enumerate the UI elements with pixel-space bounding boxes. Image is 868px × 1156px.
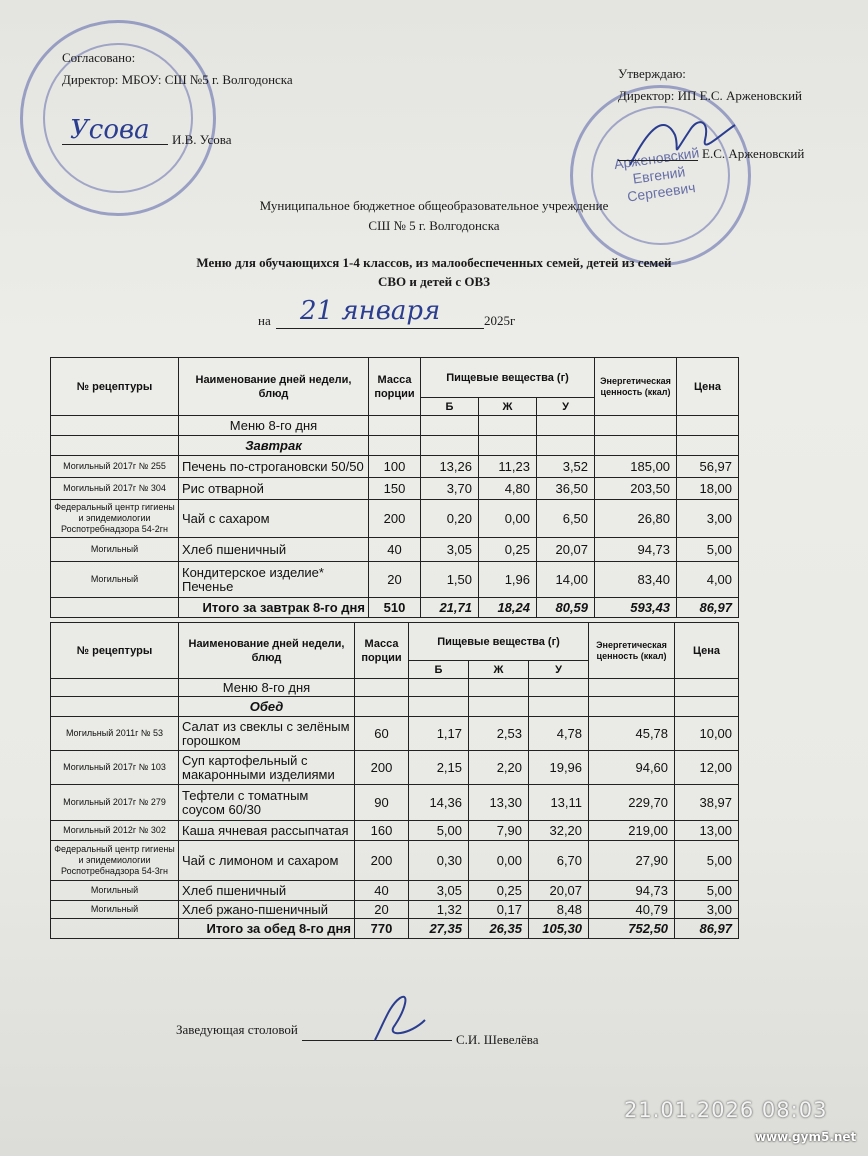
footer-handwritten-signature: [355, 990, 435, 1050]
lunch-day-row: [51, 679, 739, 697]
day-label: Меню 8-го дня: [179, 679, 355, 697]
dish-energy: 27,90: [589, 841, 675, 881]
total-energy: 593,43: [595, 598, 677, 618]
col-price: Цена: [675, 623, 739, 679]
dish-energy: 185,00: [595, 456, 677, 478]
dish-fat: 0,00: [469, 841, 529, 881]
col-zh: Ж: [469, 661, 529, 679]
total-protein: 21,71: [421, 598, 479, 618]
date-prefix: на: [258, 313, 271, 328]
dish-energy: 94,73: [595, 538, 677, 562]
dish-price: 38,97: [675, 785, 739, 821]
dish-carbs: 8,48: [529, 901, 589, 919]
dish-carbs: 6,70: [529, 841, 589, 881]
menu-title-line1: Меню для обучающихся 1-4 классов, из малообеспеченных семей, детей из семей: [196, 255, 672, 270]
table-row: [51, 717, 739, 751]
dish-fat: 7,90: [469, 821, 529, 841]
dish-fat: 0,25: [479, 538, 537, 562]
footer-label: Заведующая столовой: [176, 1022, 298, 1037]
dish-price: 56,97: [677, 456, 739, 478]
total-energy: 752,50: [589, 919, 675, 939]
dish-price: 5,00: [675, 841, 739, 881]
left-handwritten-signature: Усова: [70, 115, 150, 145]
col-name: Наименование дней недели, блюд: [179, 358, 369, 416]
recipe-code: Могильный: [51, 538, 179, 562]
dish-energy: 45,78: [589, 717, 675, 751]
dish-carbs: 6,50: [537, 500, 595, 538]
dish-price: 5,00: [677, 538, 739, 562]
breakfast-header-row: [51, 358, 739, 398]
recipe-code: Могильный: [51, 562, 179, 598]
total-protein: 27,35: [409, 919, 469, 939]
dish-mass: 200: [369, 500, 421, 538]
date-underline: [276, 328, 484, 329]
dish-carbs: 4,78: [529, 717, 589, 751]
table-row: [51, 478, 739, 500]
dish-carbs: 32,20: [529, 821, 589, 841]
col-nutrients: Пищевые вещества (г): [409, 623, 589, 661]
stamp-center-text: Арженовский Евгений Сергеевич: [612, 144, 701, 205]
dish-protein: 13,26: [421, 456, 479, 478]
recipe-code: Могильный 2017г № 255: [51, 456, 179, 478]
menu-title-line2: СВО и детей с ОВЗ: [377, 274, 491, 289]
dish-price: 10,00: [675, 717, 739, 751]
dish-mass: 100: [369, 456, 421, 478]
dish-name: Хлеб пшеничный: [179, 538, 369, 562]
dish-name: Тефтели с томатным соусом 60/30: [179, 785, 355, 821]
col-u: У: [529, 661, 589, 679]
table-row: [51, 538, 739, 562]
col-recipe: № рецептуры: [51, 623, 179, 679]
table-row: [51, 562, 739, 598]
approval-right-position: Директор: ИП Е.С. Арженовский: [618, 88, 802, 103]
dish-energy: 203,50: [595, 478, 677, 500]
dish-protein: 2,15: [409, 751, 469, 785]
dish-protein: 3,70: [421, 478, 479, 500]
dish-mass: 20: [355, 901, 409, 919]
lunch-table: [50, 622, 739, 939]
dish-carbs: 13,11: [529, 785, 589, 821]
col-nutrients: Пищевые вещества (г): [421, 358, 595, 398]
dish-name: Чай с сахаром: [179, 500, 369, 538]
dish-carbs: 36,50: [537, 478, 595, 500]
table-row: [51, 456, 739, 478]
recipe-code: Могильный 2012г № 302: [51, 821, 179, 841]
col-price: Цена: [677, 358, 739, 416]
dish-mass: 90: [355, 785, 409, 821]
dish-energy: 40,79: [589, 901, 675, 919]
approval-left-position: Директор: МБОУ: СШ №5 г. Волгодонска: [62, 72, 293, 87]
org-name-line1: Муниципальное бюджетное общеобразовательное учреждение: [259, 198, 609, 213]
dish-name: Салат из свеклы с зелёным горошком: [179, 717, 355, 751]
photo-timestamp: 21.01.2026 08:03: [624, 1098, 828, 1122]
dish-fat: 0,00: [479, 500, 537, 538]
lunch-meal-row: [51, 697, 739, 717]
dish-fat: 2,53: [469, 717, 529, 751]
total-price: 86,97: [677, 598, 739, 618]
table-row: [51, 500, 739, 538]
dish-name: Печень по-строгановски 50/50: [179, 456, 369, 478]
recipe-code: Федеральный центр гигиены и эпидемиологии Роспотребнадзора 54-3гн: [51, 841, 179, 881]
dish-carbs: 19,96: [529, 751, 589, 785]
recipe-code: Могильный 2011г № 53: [51, 717, 179, 751]
dish-energy: 94,73: [589, 881, 675, 901]
approval-right-name: Е.С. Арженовский: [702, 146, 805, 161]
approval-left-title: Согласовано:: [62, 50, 136, 65]
approval-right-title: Утверждаю:: [618, 66, 686, 81]
dish-name: Каша ячневая рассыпчатая: [179, 821, 355, 841]
recipe-code: Могильный 2017г № 304: [51, 478, 179, 500]
dish-fat: 1,96: [479, 562, 537, 598]
dish-name: Чай с лимоном и сахаром: [179, 841, 355, 881]
breakfast-table: [50, 357, 739, 618]
dish-energy: 229,70: [589, 785, 675, 821]
col-mass: Масса порции: [369, 358, 421, 416]
recipe-code: Могильный 2017г № 103: [51, 751, 179, 785]
dish-name: Суп картофельный с макаронными изделиями: [179, 751, 355, 785]
dish-protein: 5,00: [409, 821, 469, 841]
dish-carbs: 20,07: [529, 881, 589, 901]
dish-name: Хлеб пшеничный: [179, 881, 355, 901]
total-mass: 510: [369, 598, 421, 618]
lunch-header-row: [51, 623, 739, 661]
dish-price: 4,00: [677, 562, 739, 598]
dish-mass: 200: [355, 751, 409, 785]
dish-energy: 94,60: [589, 751, 675, 785]
day-label: Меню 8-го дня: [179, 416, 369, 436]
total-fat: 26,35: [469, 919, 529, 939]
dish-energy: 83,40: [595, 562, 677, 598]
recipe-code: Могильный 2017г № 279: [51, 785, 179, 821]
dish-price: 18,00: [677, 478, 739, 500]
dish-price: 5,00: [675, 881, 739, 901]
dish-fat: 0,17: [469, 901, 529, 919]
meal-label: Обед: [179, 697, 355, 717]
dish-protein: 0,20: [421, 500, 479, 538]
dish-mass: 40: [369, 538, 421, 562]
dish-name: Хлеб ржано-пшеничный: [179, 901, 355, 919]
dish-protein: 0,30: [409, 841, 469, 881]
approval-right-signature-line: [618, 160, 698, 161]
approval-left-name: И.В. Усова: [172, 132, 232, 147]
dish-fat: 2,20: [469, 751, 529, 785]
dish-price: 12,00: [675, 751, 739, 785]
dish-mass: 150: [369, 478, 421, 500]
table-row: [51, 881, 739, 901]
col-u: У: [537, 398, 595, 416]
total-price: 86,97: [675, 919, 739, 939]
col-energy: Энергетическая ценность (ккал): [589, 623, 675, 679]
col-mass: Масса порции: [355, 623, 409, 679]
dish-carbs: 20,07: [537, 538, 595, 562]
dish-carbs: 14,00: [537, 562, 595, 598]
table-row: [51, 785, 739, 821]
dish-name: Рис отварной: [179, 478, 369, 500]
date-year: 2025г: [484, 313, 516, 328]
dish-mass: 60: [355, 717, 409, 751]
date-handwritten: 21 января: [300, 296, 441, 326]
dish-protein: 3,05: [409, 881, 469, 901]
breakfast-day-row: [51, 416, 739, 436]
total-fat: 18,24: [479, 598, 537, 618]
footer-name: С.И. Шевелёва: [456, 1032, 539, 1047]
dish-mass: 20: [369, 562, 421, 598]
watermark-text: www.gym5.net: [755, 1130, 857, 1144]
dish-name: Кондитерское изделие* Печенье: [179, 562, 369, 598]
lunch-total-row: [51, 919, 739, 939]
dish-protein: 14,36: [409, 785, 469, 821]
dish-mass: 200: [355, 841, 409, 881]
total-mass: 770: [355, 919, 409, 939]
dish-protein: 1,50: [421, 562, 479, 598]
total-label: Итого за завтрак 8-го дня: [179, 598, 369, 618]
dish-protein: 1,32: [409, 901, 469, 919]
total-carbs: 80,59: [537, 598, 595, 618]
dish-protein: 1,17: [409, 717, 469, 751]
dish-price: 13,00: [675, 821, 739, 841]
dish-energy: 219,00: [589, 821, 675, 841]
dish-fat: 13,30: [469, 785, 529, 821]
dish-price: 3,00: [677, 500, 739, 538]
col-zh: Ж: [479, 398, 537, 416]
dish-fat: 0,25: [469, 881, 529, 901]
table-row: [51, 901, 739, 919]
total-label: Итого за обед 8-го дня: [179, 919, 355, 939]
dish-energy: 26,80: [595, 500, 677, 538]
dish-mass: 40: [355, 881, 409, 901]
dish-price: 3,00: [675, 901, 739, 919]
breakfast-total-row: [51, 598, 739, 618]
col-b: Б: [409, 661, 469, 679]
col-recipe: № рецептуры: [51, 358, 179, 416]
recipe-code: Могильный: [51, 901, 179, 919]
col-name: Наименование дней недели, блюд: [179, 623, 355, 679]
dish-fat: 11,23: [479, 456, 537, 478]
org-name-line2: СШ № 5 г. Волгодонска: [368, 218, 500, 233]
right-handwritten-signature: [620, 105, 740, 175]
dish-protein: 3,05: [421, 538, 479, 562]
table-row: [51, 841, 739, 881]
breakfast-meal-row: [51, 436, 739, 456]
dish-mass: 160: [355, 821, 409, 841]
recipe-code: Федеральный центр гигиены и эпидемиологии Роспотребнадзора 54-2гн: [51, 500, 179, 538]
table-row: [51, 751, 739, 785]
dish-carbs: 3,52: [537, 456, 595, 478]
col-b: Б: [421, 398, 479, 416]
total-carbs: 105,30: [529, 919, 589, 939]
recipe-code: Могильный: [51, 881, 179, 901]
meal-label: Завтрак: [179, 436, 369, 456]
col-energy: Энергетическая ценность (ккал): [595, 358, 677, 416]
dish-fat: 4,80: [479, 478, 537, 500]
table-row: [51, 821, 739, 841]
